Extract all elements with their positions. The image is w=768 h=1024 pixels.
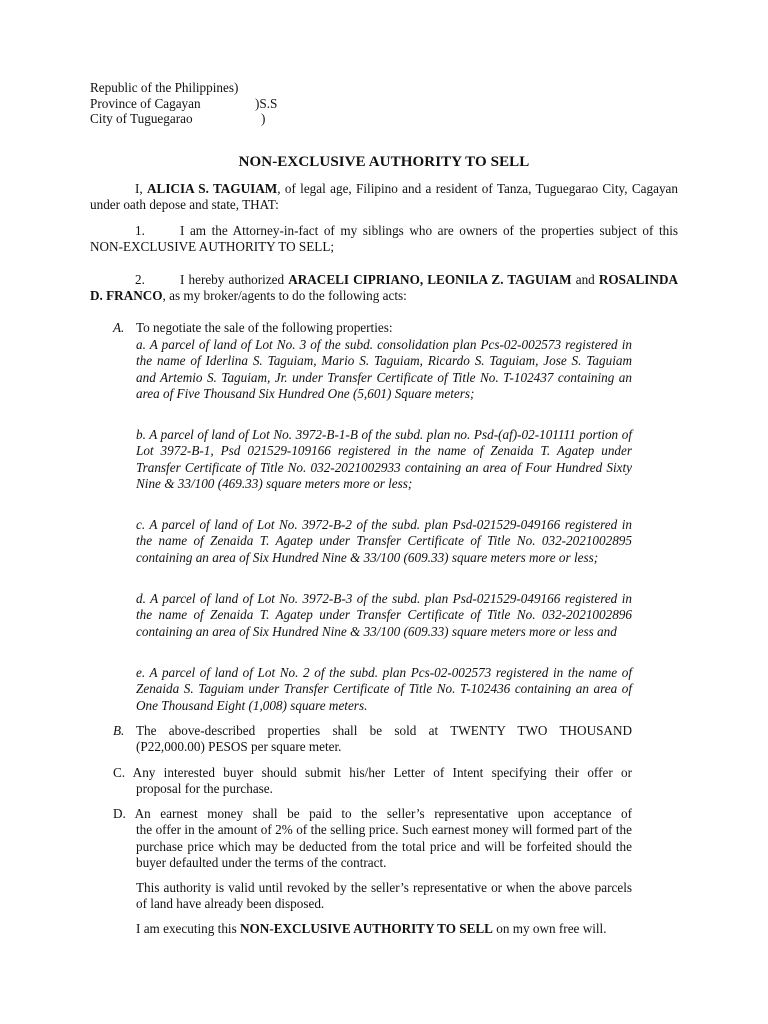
intro-pre: I, — [135, 181, 148, 196]
venue-paren: ) — [261, 111, 266, 126]
intro-paragraph — [90, 181, 678, 214]
property-item-d: d. A parcel of land of Lot No. 3972-B-3 of the subd. plan Psd-021529-049166 registered in the name of Zenaida T. Agatep under Transfer Certificate of Title No. 032-2021002896 containing an area of Six Hundred Nine & 33/100 (609.33) square meters more or less and — [136, 591, 632, 639]
property-item-c: c. A parcel of land of Lot No. 3972-B-2 of the subd. plan Psd-021529-049166 registered in the name of Zenaida T. Agatep under Transfer Certificate of Title No. 032-2021002895 containing an area of Six Hundred Nine & 33/100 (609.33) square meters more or less; — [136, 517, 632, 565]
section-a-lead: To negotiate the sale of the following properties: — [136, 320, 393, 335]
paragraph-2-post: , as my broker/agents to do the following acts: — [162, 288, 407, 304]
paragraph-2-num: 2. — [135, 272, 145, 287]
closing-paragraph — [136, 921, 696, 937]
section-c-first: C. Any interested buyer should submit his/her Letter of Intent specifying their offer or — [113, 765, 632, 780]
property-item-b: b. A parcel of land of Lot No. 3972-B-1-B of the subd. plan no. Psd-(af)-02-101111 portion of Lot 3972-B-1, Psd 021529-109166 registered in the name of Zenaida T. Agatep under Transfer Certificate of Title No. 032-2021002933 containing an area of Four Hundred Sixty Nine & 33/100 (469.33) square meters more or less; — [136, 427, 632, 492]
paragraph-1 — [90, 223, 678, 256]
section-b-letter: B. — [113, 723, 125, 738]
section-d-rest: the offer in the amount of 2% of the selling price. Such earnest money will formed part of the purchase price which may be deducted from the total price and will be forfeited should the buyer defaulted under the terms of the contract. — [136, 822, 632, 871]
paragraph-2-and: and — [571, 272, 599, 287]
intro-text: , of legal age, Filipino and a resident of Tanza, Tuguegarao City, Cagayan under oath depose and state, THAT: — [90, 181, 678, 213]
section-c — [113, 765, 632, 798]
venue-block — [90, 80, 350, 127]
affiant-name: ALICIA S. TAGUIAM — [147, 181, 278, 196]
paragraph-1-num: 1. — [135, 223, 145, 238]
property-item-a: a. A parcel of land of Lot No. 3 of the subd. consolidation plan Pcs-02-002573 registered in the name of Iderlina S. Taguiam, Mario S. Taguiam, Ricardo S. Taguiam, Jose S. Taguiam and Artemio S. Taguiam, Jr. under Transfer Certificate of Title No. T-102437 containing an area of Five Thousand Six Hundred One (5,601) Square meters; — [136, 337, 632, 402]
section-a-letter: A. — [113, 320, 125, 335]
document-title: NON-EXCLUSIVE AUTHORITY TO SELL — [238, 154, 530, 170]
section-d — [113, 806, 632, 872]
section-d-first: D. An earnest money shall be paid to the seller’s representative upon acceptance of — [113, 806, 632, 821]
paragraph-1-text: I am the Attorney-in-fact of my siblings who are owners of the properties subject of this NON-EXCLUSIVE AUTHORITY TO SELL; — [90, 223, 678, 255]
paragraph-2-pre: I hereby authorized — [180, 272, 289, 287]
section-b-first: The above-described properties shall be sold at TWENTY TWO THOUSAND — [136, 723, 632, 738]
section-b-rest: (P22,000.00) PESOS per square meter. — [136, 739, 342, 754]
agent-names-2: ROSALINDA D. FRANCO — [90, 272, 678, 304]
property-item-e: e. A parcel of land of Lot No. 2 of the subd. plan Pcs-02-002573 registered in the name of Zenaida S. Taguiam under Transfer Certificate of Title No. T-102436 containing an area of One Thousand Eight (1,008) square meters. — [136, 665, 632, 713]
closing-post: on my own free will. — [492, 921, 607, 936]
paragraph-2 — [90, 272, 678, 305]
venue-republic: Republic of the Philippines) — [90, 80, 239, 95]
validity-paragraph: This authority is valid until revoked by the seller’s representative or when the above parcels of land have already been disposed. — [136, 880, 632, 912]
venue-city: City of Tuguegarao — [90, 111, 193, 126]
section-b-rest-wrap — [113, 739, 632, 755]
closing-title: NON-EXCLUSIVE AUTHORITY TO SELL — [240, 921, 493, 936]
venue-province: Province of Cagayan — [90, 95, 201, 111]
venue-ss: )S.S — [255, 95, 278, 111]
agent-names-1: ARACELI CIPRIANO, LEONILA Z. TAGUIAM — [288, 272, 572, 287]
closing-pre: I am executing this — [136, 921, 241, 936]
section-b — [136, 723, 632, 739]
section-c-rest: proposal for the purchase. — [136, 781, 273, 797]
